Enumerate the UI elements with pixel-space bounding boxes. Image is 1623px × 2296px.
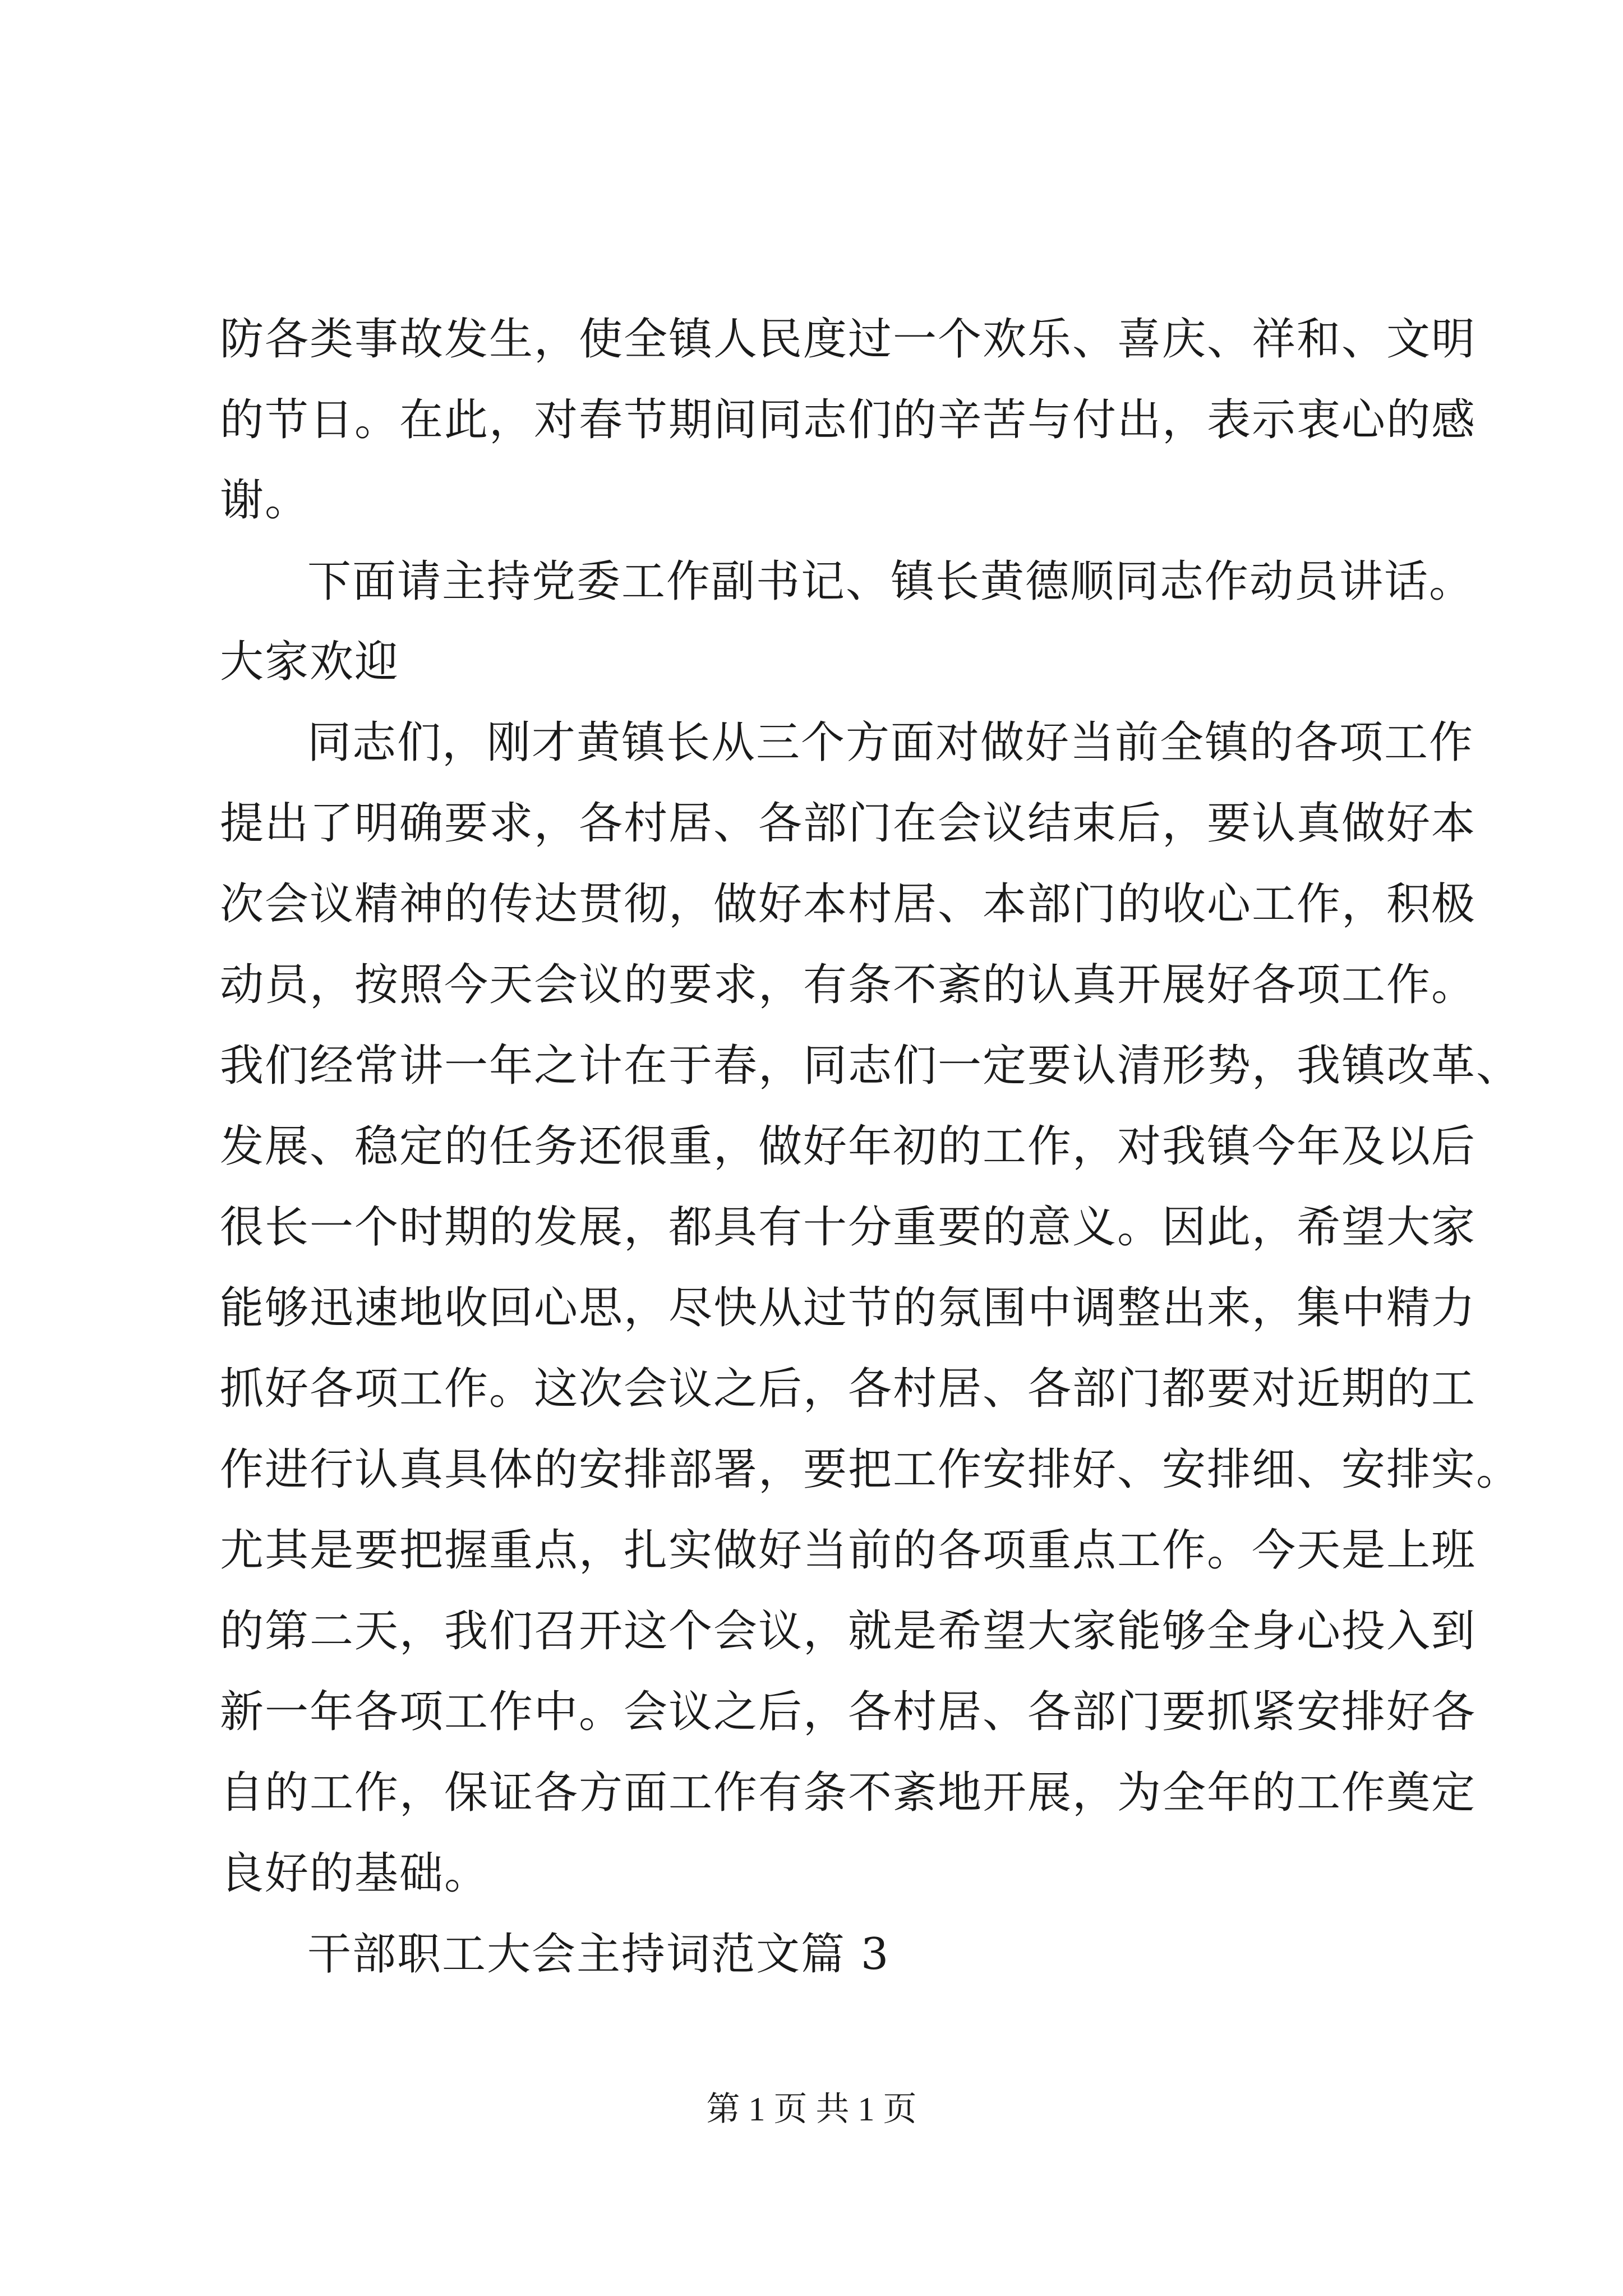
- text-line: 的第二天，我们召开这个会议，就是希望大家能够全身心投入到: [220, 1606, 1477, 1657]
- text-line: 能够迅速地收回心思，尽快从过节的氛围中调整出来，集中精力: [220, 1283, 1477, 1333]
- text-line: 作进行认真具体的安排部署，要把工作安排好、安排细、安排实。: [220, 1444, 1521, 1495]
- text-line: 下面请主持党委工作副书记、镇长黄德顺同志作动员讲话。: [307, 556, 1474, 607]
- text-line: 很长一个时期的发展，都具有十分重要的意义。因此，希望大家: [220, 1202, 1477, 1253]
- text-line: 提出了明确要求，各村居、各部门在会议结束后，要认真做好本: [220, 798, 1477, 849]
- text-line: 防各类事故发生，使全镇人民度过一个欢乐、喜庆、祥和、文明: [220, 314, 1477, 365]
- text-line: 大家欢迎: [220, 637, 400, 687]
- section-heading: 干部职工大会主持词范文篇 3: [307, 1929, 890, 1980]
- text-line: 的节日。在此，对春节期间同志们的辛苦与付出，表示衷心的感: [220, 395, 1477, 445]
- text-line: 自的工作，保证各方面工作有条不紊地开展，为全年的工作奠定: [220, 1768, 1477, 1818]
- text-line: 我们经常讲一年之计在于春，同志们一定要认清形势，我镇改革、: [220, 1041, 1521, 1091]
- text-line: 动员，按照今天会议的要求，有条不紊的认真开展好各项工作。: [220, 960, 1477, 1010]
- text-line: 新一年各项工作中。会议之后，各村居、各部门要抓紧安排好各: [220, 1687, 1477, 1737]
- text-line: 次会议精神的传达贯彻，做好本村居、本部门的收心工作，积极: [220, 879, 1477, 930]
- text-line: 同志们，刚才黄镇长从三个方面对做好当前全镇的各项工作: [307, 717, 1474, 768]
- page-footer: 第 1 页 共 1 页: [706, 2091, 917, 2128]
- text-line: 良好的基础。: [220, 1848, 490, 1899]
- text-line: 发展、稳定的任务还很重，做好年初的工作，对我镇今年及以后: [220, 1121, 1477, 1172]
- text-line: 抓好各项工作。这次会议之后，各村居、各部门都要对近期的工: [220, 1364, 1477, 1414]
- text-line: 谢。: [220, 475, 310, 526]
- text-line: 尤其是要把握重点，扎实做好当前的各项重点工作。今天是上班: [220, 1525, 1477, 1576]
